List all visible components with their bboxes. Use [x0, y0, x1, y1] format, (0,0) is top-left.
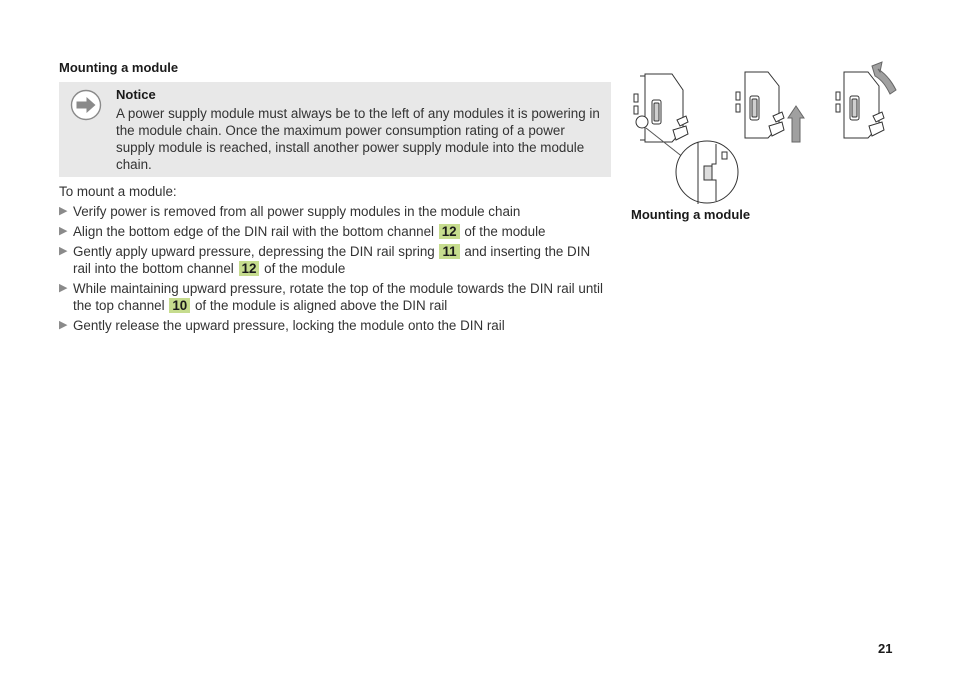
triangle-bullet-icon: ▶ — [59, 245, 68, 257]
step-item — [59, 203, 611, 220]
notice-text: A power supply module must always be to the left of any modules it is powering in the module chain. Once the maximum power consumption rating of a power supply module is reached, install another power supply module into the module chain. — [116, 106, 600, 172]
reference-number: 11 — [439, 244, 459, 259]
figure-caption: Mounting a module — [631, 207, 751, 222]
step-text: Verify power is removed from all power supply modules in the module chain — [73, 204, 521, 219]
step-item — [59, 317, 611, 334]
step-text: Align the bottom edge of the DIN rail with the bottom channel — [73, 224, 438, 239]
step-text: of the module — [260, 261, 346, 276]
triangle-bullet-icon: ▶ — [59, 225, 68, 237]
step-text: While maintaining upward pressure, rotate the top of the module towards the DIN rail until the top channel — [73, 281, 603, 313]
notice-box — [59, 82, 611, 177]
module-illustration-1 — [634, 74, 688, 158]
triangle-bullet-icon: ▶ — [59, 205, 68, 217]
step-item — [59, 280, 611, 314]
reference-number: 10 — [169, 298, 190, 313]
step-text: of the module is aligned above the DIN rail — [191, 298, 448, 313]
steps-list — [59, 203, 611, 337]
reference-number: 12 — [239, 261, 260, 276]
step-text: of the module — [460, 224, 546, 239]
triangle-bullet-icon: ▶ — [59, 282, 68, 294]
page-number: 21 — [878, 641, 893, 656]
triangle-bullet-icon: ▶ — [59, 319, 68, 331]
arrow-right-circle-icon — [70, 89, 102, 121]
step-item — [59, 243, 611, 277]
section-heading: Mounting a module — [59, 60, 179, 75]
zoom-detail-illustration — [676, 141, 738, 204]
step-text: and inserting the DIN rail into the bottom channel — [73, 244, 591, 276]
module-illustration-3 — [836, 72, 884, 138]
push-up-arrow-icon — [788, 106, 804, 142]
intro-text: To mount a module: — [59, 184, 177, 199]
notice-title: Notice — [116, 87, 156, 102]
step-text: Gently apply upward pressure, depressing the DIN rail spring — [73, 244, 439, 259]
reference-number: 12 — [439, 224, 460, 239]
step-text: Gently release the upward pressure, locking the module onto the DIN rail — [73, 318, 505, 333]
mounting-module-figure — [628, 56, 908, 206]
module-illustration-2 — [736, 72, 784, 138]
step-item — [59, 223, 611, 240]
